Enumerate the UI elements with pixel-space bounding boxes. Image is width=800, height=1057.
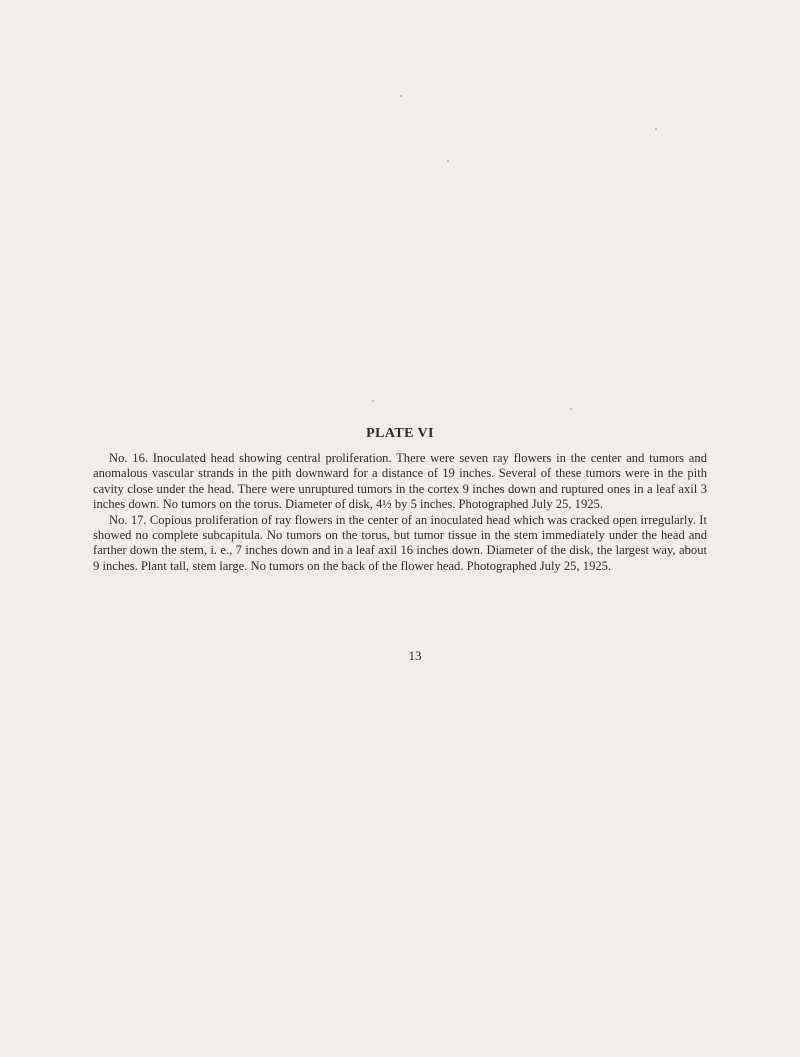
paper-speck <box>447 160 449 162</box>
page-number: 13 <box>408 648 422 663</box>
caption-entry-16: No. 16. Inoculated head showing central proliferation. There were seven ray flowers in the center and tumors and anomalous vascular strands in the pith downward for a distance of 19 inches. Several of these tumors were in the pith cavity close under the head. There were unruptured tumors in the cortex 9 inches down and ruptured ones in a leaf axil 3 inches down. No tumors on the torus. Diameter of disk, 4½ by 5 inches. Photographed July 25, 1925. <box>93 451 707 512</box>
plate-title: PLATE VI <box>366 426 434 441</box>
caption-entry-17: No. 17. Copious proliferation of ray flowers in the center of an inoculated head which was cracked open irregularly. It showed no complete subcapitula. No tumors on the torus, but tumor tissue in the stem immediately under the head and farther down the stem, i. e., 7 inches down and in a leaf axil 16 inches down. Diameter of the disk, the largest way, about 9 inches. Plant tall, stem large. No tumors on the back of the flower head. Photographed July 25, 1925. <box>93 512 707 573</box>
plate-caption <box>93 451 707 574</box>
paper-speck <box>400 95 402 97</box>
paper-speck <box>570 408 572 410</box>
paper-speck <box>372 400 374 402</box>
paper-speck <box>655 128 657 130</box>
